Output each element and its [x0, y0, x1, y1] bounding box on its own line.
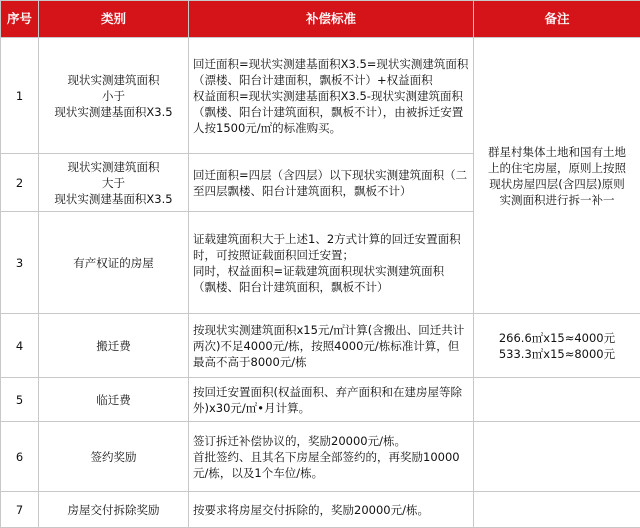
row-category: [39, 422, 189, 492]
table-row: [1, 492, 640, 528]
header-category: 类别: [39, 1, 189, 38]
row-standard: [189, 314, 474, 378]
category-text: 现状实测建筑面积 大于 现状实测建基面积X3.5: [54, 159, 173, 206]
row-standard: [189, 212, 474, 314]
category-text: 有产权证的房屋: [73, 255, 154, 270]
standard-text: 按回迁安置面积(权益面积、弃产面积和在建房屋等除外)x30元/㎡•月计算。: [193, 384, 462, 415]
remarks-text: 群星村集体土地和国有土地上的住宅房屋，原则上按照现状房屋四层(含四层)原则实测面积进行拆一补一: [488, 144, 626, 207]
row-category: [39, 378, 189, 422]
row-category: [39, 314, 189, 378]
row-standard: [189, 378, 474, 422]
category-text: 临迁费: [96, 392, 131, 407]
row-standard: [189, 154, 474, 212]
row-category: [39, 38, 189, 154]
standard-text: 按要求将房屋交付拆除的，奖励20000元/栋。: [193, 502, 429, 517]
header-row: [1, 1, 640, 38]
row-serial: 7: [1, 492, 39, 528]
row-remarks: [474, 314, 640, 378]
category-text: 现状实测建筑面积 小于 现状实测建基面积X3.5: [54, 72, 173, 119]
row-serial: 6: [1, 422, 39, 492]
row-serial: 1: [1, 38, 39, 154]
standard-text: 签订拆迁补偿协议的，奖励20000元/栋。 首批签约、且其名下房屋全部签约的，再奖励10000元/栋，以及1个车位/栋。: [193, 433, 460, 480]
standard-text: 证载建筑面积大于上述1、2方式计算的回迁安置面积时，可按照证载面积回迁安置； 同时，权益面积=证载建筑面积现状实测建筑面积 （飘楼、阳台计建筑面积，飘板不计）: [193, 231, 461, 294]
header-remarks: 备注: [474, 1, 640, 38]
row-remarks-empty: [474, 378, 640, 422]
table-row: [1, 422, 640, 492]
category-text: 签约奖励: [90, 449, 137, 464]
row-serial: 2: [1, 154, 39, 212]
standard-text: 回迁面积=四层（含四层）以下现状实测建筑面积（二至四层飘楼、阳台计建筑面积，飘板不计）: [193, 167, 468, 198]
header-serial: 序号: [1, 1, 39, 38]
category-text: 搬迁费: [96, 338, 131, 353]
row-standard: [189, 38, 474, 154]
row-category: [39, 154, 189, 212]
row-remarks-empty: [474, 492, 640, 528]
row-serial: 5: [1, 378, 39, 422]
row-category: [39, 492, 189, 528]
table-row: [1, 38, 640, 154]
row-standard: [189, 422, 474, 492]
standard-text: 按现状实测建筑面积x15元/㎡计算(含搬出、回迁共计两次)不足4000元/栋，按照4000元/栋标准计算，但最高不高于8000元/栋: [193, 322, 465, 369]
row-standard: [189, 492, 474, 528]
remarks-text: 266.6㎡x15≈4000元 533.3㎡x15≈8000元: [498, 330, 616, 361]
row-category: [39, 212, 189, 314]
row-serial: 4: [1, 314, 39, 378]
row-remarks: [474, 38, 640, 314]
standard-text: 回迁面积=现状实测建基面积X3.5=现状实测建筑面积 （漂楼、阳台计建面积，飘板不计）+权益面积 权益面积=现状实测建基面积X3.5-现状实测建筑面积 （飘楼、阳台计建筑面积，飘板不计），由被拆迁安置人按1500元/㎡的标准购买。: [193, 56, 469, 135]
row-serial: 3: [1, 212, 39, 314]
category-text: 房屋交付拆除奖励: [67, 502, 160, 517]
header-standard: 补偿标准: [189, 1, 474, 38]
table-row: [1, 314, 640, 378]
row-remarks-empty: [474, 422, 640, 492]
table-row: [1, 378, 640, 422]
